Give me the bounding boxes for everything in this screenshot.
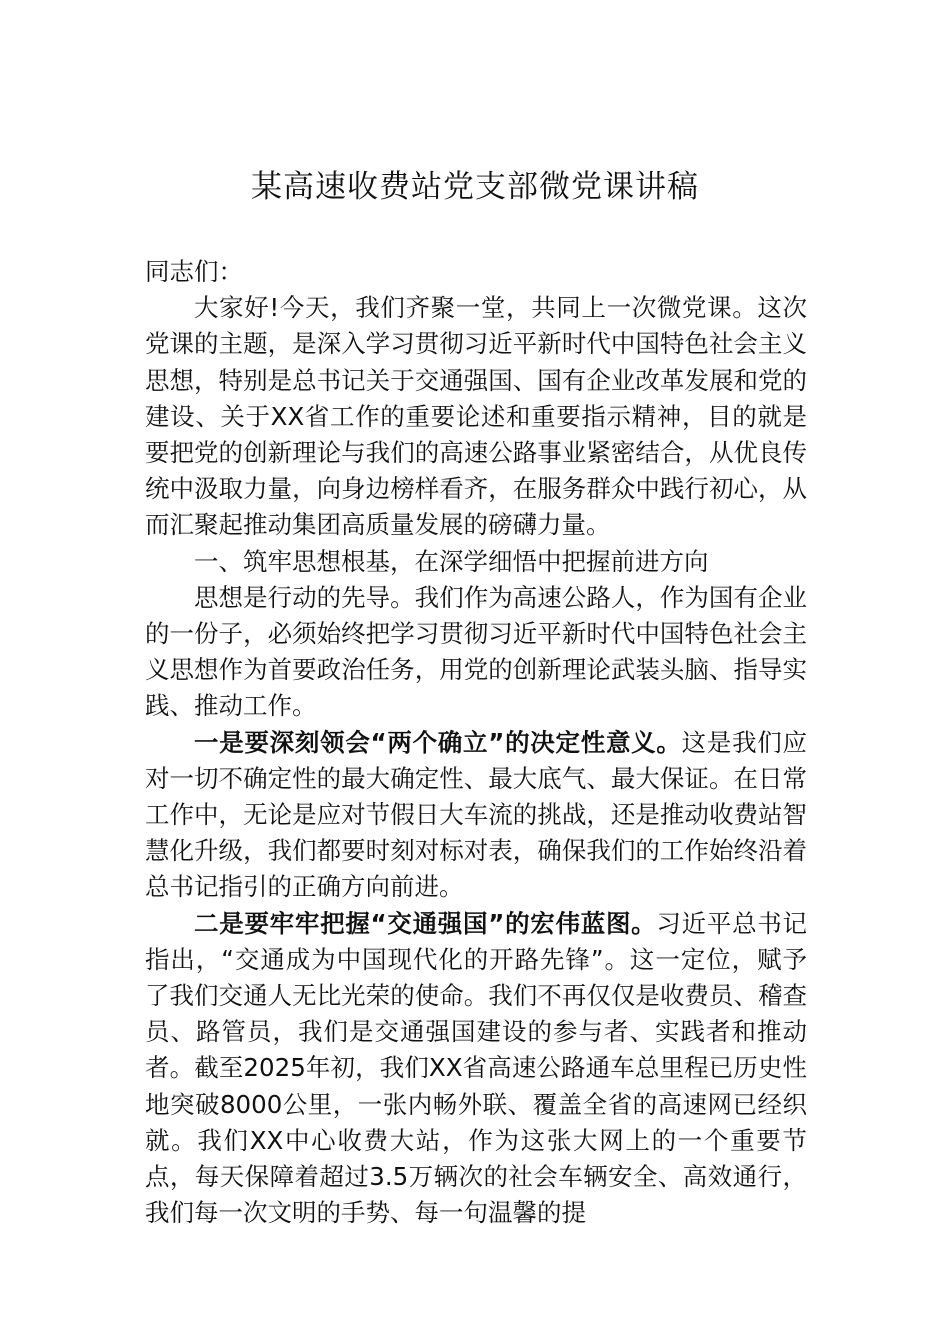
- salutation: 同志们：: [145, 257, 243, 286]
- point-1-heading: 一是要深刻领会“两个确立”的决定性意义。: [194, 727, 682, 757]
- point-2-paragraph: [145, 906, 807, 1232]
- section-1-paragraph: 思想是行动的先导。我们作为高速公路人，作为国有企业的一份子，必须始终把学习贯彻习近平新时代中国特色社会主义思想作为首要政治任务，用党的创新理论武装头脑、指导实践、推动工作。: [145, 582, 807, 721]
- document-body: [145, 254, 807, 1231]
- document-title: 某高速收费站党支部微党课讲稿: [251, 169, 699, 205]
- intro-paragraph: 大家好!今天，我们齐聚一堂，共同上一次微党课。这次党课的主题，是深入学习贯彻习近平新时代中国特色社会主义思想，特别是总书记关于交通强国、国有企业改革发展和党的建设、关于XX省工作的重要论述和重要指示精神，目的就是要把党的创新理论与我们的高速公路事业紧密结合，从优良传统中汲取力量，向身边榜样看齐，在服务群众中践行初心，从而汇聚起推动集团高质量发展的磅礴力量。: [145, 293, 807, 540]
- point-2-text: 习近平总书记指出，“交通成为中国现代化的开路先锋”。这一定位，赋予了我们交通人无比光荣的使命。我们不再仅仅是收费员、稽查员、路管员，我们是交通强国建设的参与者、实践者和推动者。截至2025年初，我们XX省高速公路通车总里程已历史性地突破8000公里，一张内畅外联、覆盖全省的高速网已经织就。我们XX中心收费大站，作为这张大网上的一个重要节点，每天保障着超过3.5万辆次的社会车辆安全、高效通行，我们每一次文明的手势、每一句温馨的提: [145, 908, 808, 1228]
- point-2-heading: 二是要牢牢把握“交通强国”的宏伟蓝图。: [194, 908, 657, 938]
- point-1-text: 这是我们应对一切不确定性的最大确定性、最大底气、最大保证。在日常工作中，无论是应对节假日大车流的挑战，还是推动收费站智慧化升级，我们都要时刻对标对表，确保我们的工作始终沿着总书记指引的正确方向前进。: [145, 727, 808, 902]
- point-1-paragraph: [145, 725, 807, 906]
- section-1-heading: 一、筑牢思想根基，在深学细悟中把握前进方向: [194, 546, 709, 576]
